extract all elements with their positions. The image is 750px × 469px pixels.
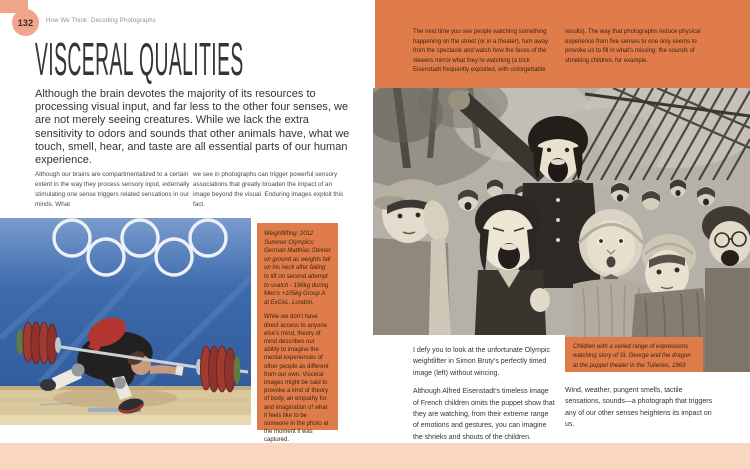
essay-column-1 <box>413 345 555 450</box>
left-body-column-2: we see in photographs can trigger powerful sensory associations that greatly broaden the impact of an image beyond the visual. Enduring images exploit this fact. <box>193 171 344 208</box>
caption-credit-italic: Weightlifting: 2012 Summer Olympics: German Matthias Steiner on ground as weights fall on his neck after failing to lift on second attempt to snatch - 196kg during Men’s +105kg Group A at ExCeL, London. <box>264 231 331 306</box>
weightlifter-caption-box <box>257 223 338 444</box>
caption-theory-body: While we don’t have direct access to anyone else’s mind, theory of mind describes our ability to imagine the mental experiences of other people as different from our own. Visceral images might be said to provoke a kind of theory of body, an empathy for and imagination of what it feels like to be someone in the photo at the moment it was captured. <box>264 314 329 444</box>
page-title: VISCERAL QUALITIES <box>35 33 244 85</box>
orange-panel-col1: The next time you see people watching something happening on the street (or in a theater), turn away from the spectacle and watch how the faces of the viewers mirror what they’re watching (a trick Eisenstadt frequently exploited, with unforgettable <box>413 29 549 74</box>
folio-badge <box>12 9 39 36</box>
left-body-column-1: Although our brains are compartmentalized to a certain extent in the way they process sensory input, externally stimulating one sense triggers related sensations in our minds. What <box>35 171 190 208</box>
orange-panel-col2: results). The way that photographs reduce physical experience from five senses to one only seems to provoke us to fill in what’s missing: the sounds of shrieking children, for example. <box>565 29 701 64</box>
weightlifter-photo <box>0 218 251 425</box>
page-number: 132 <box>17 17 34 28</box>
bottom-accent-strip <box>0 443 750 469</box>
running-header: How We Think: Decoding Photographs <box>46 18 156 24</box>
right-orange-panel <box>375 0 750 88</box>
children-photo <box>373 88 750 372</box>
children-photo-caption: Children with a varied range of expressions watching story of St. George and the dragon at the puppet theater in the Tuileries, 1963 <box>565 337 703 372</box>
intro-paragraph: Although the brain devotes the majority of its resources to processing visual input, and far less to the other four senses, we are not merely seeing creatures. While we lack the extra sensitivity to odors and sounds that other animals have, what we touch, smell, hear, and taste are all essential parts of our human experience. <box>35 88 350 167</box>
essay-column-2: Wind, weather, pungent smells, tactile sensations, sounds—a photograph that triggers any of our other senses heightens its impact on us. <box>565 387 713 429</box>
essay-col1-paragraph-2: Although Alfred Eisenstadt’s timeless image of French children omits the puppet show that they are watching, from their extreme range of emotions and gestures, you can imagine the shrieks and shouts of the children. <box>413 388 555 441</box>
essay-col1-paragraph-1: I defy you to look at the unfortunate Olympic weightlifter in Simon Bruty’s perfectly timed image (left) without wincing. <box>413 347 550 377</box>
